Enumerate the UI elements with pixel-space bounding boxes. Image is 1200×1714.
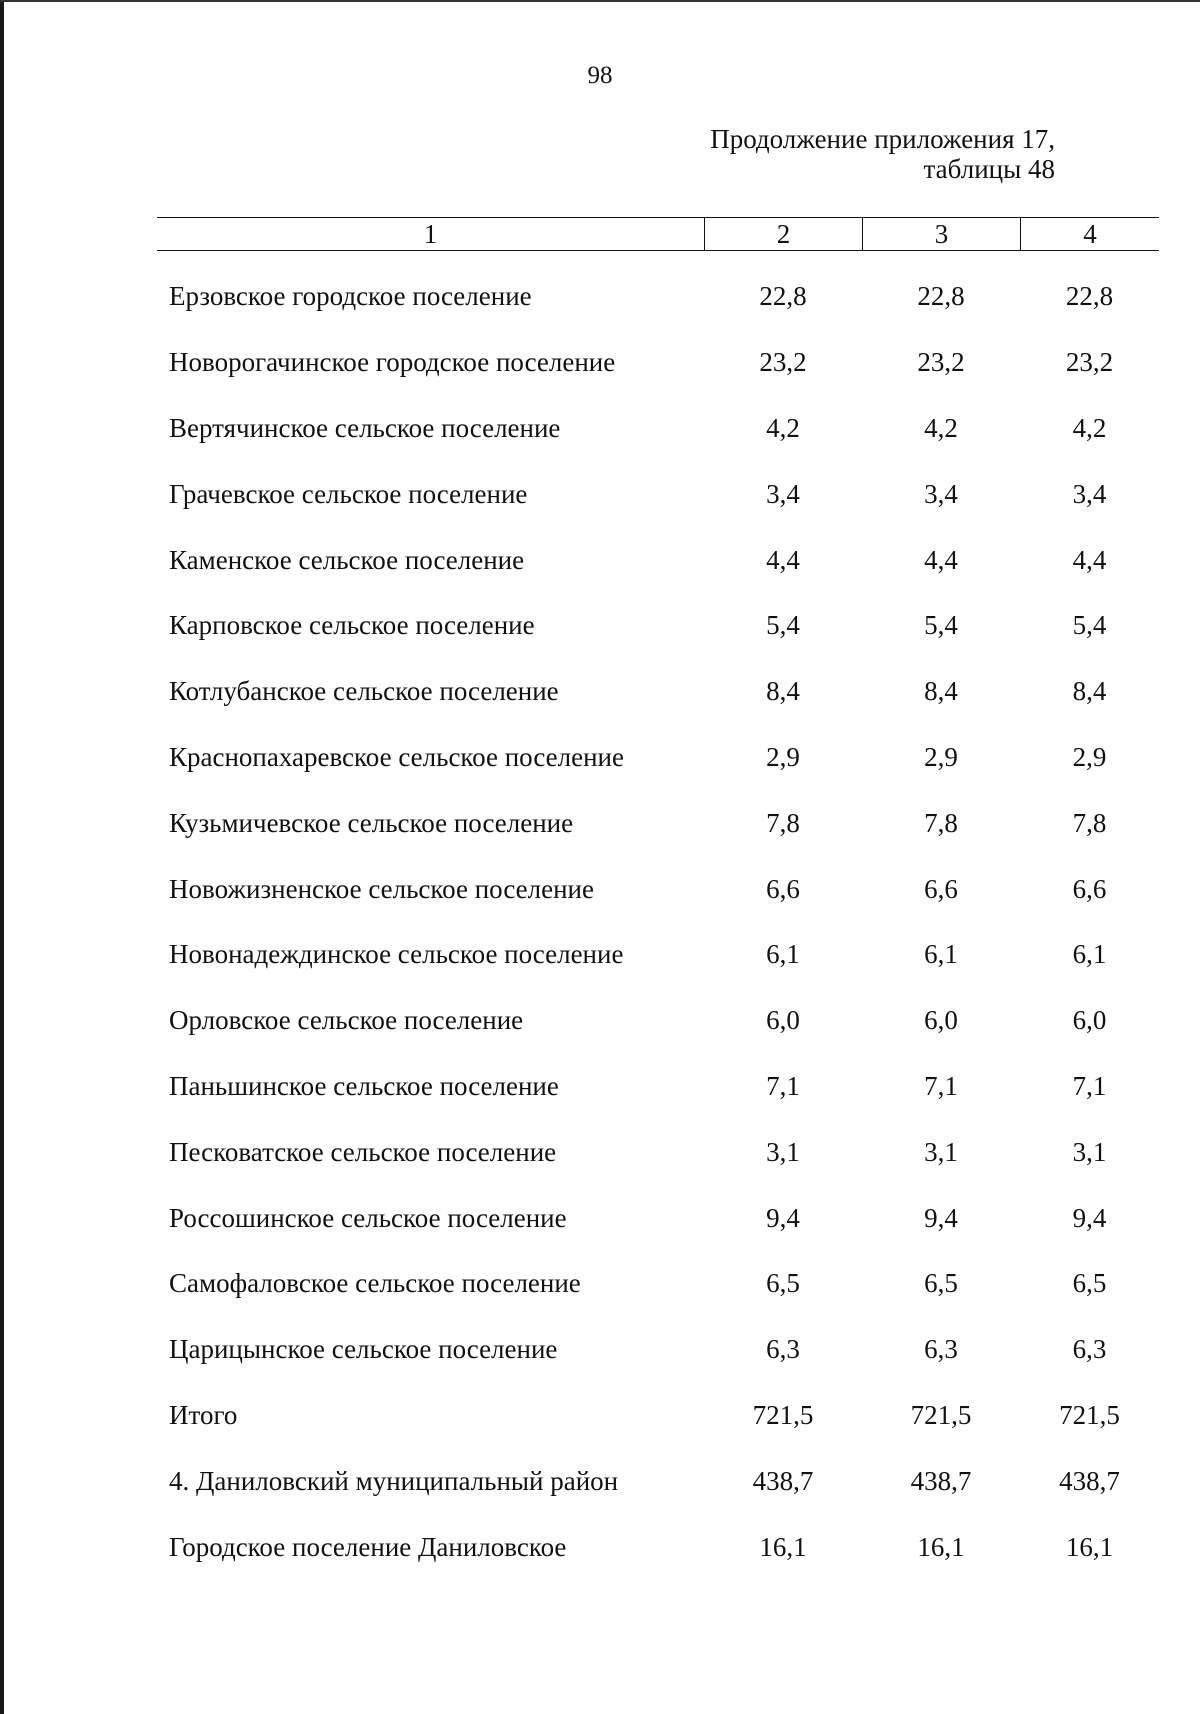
row-name: Новонадеждинское сельское поселение [169,939,624,970]
row-name: Городское поселение Даниловское [169,1531,567,1562]
row-value-col-4: 721,5 [1059,1399,1120,1430]
row-name: Вертячинское сельское поселение [169,412,561,443]
row-value-col-2: 438,7 [752,1465,814,1496]
row-value-col-2: 8,4 [766,676,800,707]
row-value-col-3: 5,4 [924,610,958,641]
row-value-col-2: 23,2 [759,347,807,378]
row-name: Новорогачинское городское поселение [169,347,616,378]
row-value-col-4: 4,2 [1072,412,1107,443]
row-value-col-3: 7,8 [924,807,958,838]
continuation-note [710,124,1055,184]
row-value-col-3: 4,4 [924,544,958,575]
row-value-col-3: 7,1 [924,1070,958,1101]
row-value-col-2: 6,0 [766,1005,800,1036]
row-value-col-3: 6,0 [924,1005,958,1036]
table-row [157,790,1159,856]
row-value-col-2: 6,3 [766,1334,800,1365]
row-value-col-2: 6,6 [766,873,800,904]
row-value-col-4: 6,5 [1072,1268,1107,1299]
row-value-col-2: 721,5 [752,1399,814,1430]
table-row [157,461,1159,527]
row-name: Итого [169,1399,238,1430]
table-row [157,1054,1159,1120]
row-value-col-3: 16,1 [917,1531,965,1562]
row-value-col-4: 5,4 [1072,610,1107,641]
row-value-col-4: 16,1 [1065,1531,1114,1562]
continuation-line-1: Продолжение приложения 17, [710,124,1055,154]
row-value-col-3: 6,6 [924,873,958,904]
row-value-col-2: 6,1 [766,939,800,970]
continuation-line-2: таблицы 48 [923,154,1055,184]
row-value-col-2: 7,1 [766,1070,800,1101]
table-header [157,217,1159,251]
table-row [157,1317,1159,1383]
row-value-col-2: 5,4 [766,610,800,641]
row-value-col-3: 23,2 [917,347,965,378]
row-value-col-4: 7,8 [1072,807,1107,838]
row-value-col-4: 3,1 [1072,1136,1107,1167]
row-name: Кузьмичевское сельское поселение [169,807,574,838]
row-value-col-4: 23,2 [1065,347,1114,378]
table-row [157,396,1159,462]
row-value-col-2: 3,4 [766,478,800,509]
row-value-col-2: 6,5 [766,1268,800,1299]
page-number: 98 [587,62,613,89]
row-value-col-3: 8,4 [924,676,958,707]
header-col-4: 4 [1020,218,1159,250]
header-col-1: 1 [423,219,438,249]
row-name: Самофаловское сельское поселение [169,1268,581,1299]
row-name: Новожизненское сельское поселение [169,873,594,904]
row-value-col-2: 3,1 [766,1136,800,1167]
row-value-col-3: 6,5 [924,1268,958,1299]
table-row [157,1119,1159,1185]
row-value-col-4: 3,4 [1072,478,1107,509]
row-name: Ерзовское городское поселение [169,281,532,312]
row-name: Паньшинское сельское поселение [169,1070,559,1101]
header-col-3: 3 [862,218,1020,250]
row-value-col-3: 2,9 [924,741,958,772]
row-value-col-3: 721,5 [910,1399,972,1430]
row-value-col-2: 4,2 [766,412,800,443]
row-value-col-3: 6,3 [924,1334,958,1365]
row-value-col-2: 4,4 [766,544,800,575]
row-name: Котлубанское сельское поселение [169,676,559,707]
row-value-col-3: 6,1 [924,939,958,970]
row-value-col-3: 3,1 [924,1136,958,1167]
row-name: Грачевское сельское поселение [169,478,528,509]
row-name: Россошинское сельское поселение [169,1202,567,1233]
row-value-col-4: 6,0 [1072,1005,1107,1036]
row-name: Царицынское сельское поселение [169,1334,558,1365]
table-row [157,1448,1159,1514]
row-value-col-3: 438,7 [910,1465,972,1496]
table-row [157,1383,1159,1449]
table-row [157,527,1159,593]
row-value-col-3: 4,2 [924,412,958,443]
table-row [157,725,1159,791]
table-row [157,659,1159,725]
row-value-col-4: 7,1 [1072,1070,1107,1101]
row-value-col-2: 22,8 [759,281,807,312]
row-value-col-2: 9,4 [766,1202,800,1233]
row-name: Орловское сельское поселение [169,1005,524,1036]
table-row [157,264,1159,330]
row-name: Краснопахаревское сельское поселение [169,741,624,772]
row-name: Карповское сельское поселение [169,610,535,641]
table-row [157,1251,1159,1317]
row-value-col-4: 22,8 [1065,281,1114,312]
row-name: Песковатское сельское поселение [169,1136,557,1167]
table-row [157,856,1159,922]
row-value-col-3: 9,4 [924,1202,958,1233]
row-value-col-4: 438,7 [1059,1465,1120,1496]
row-value-col-3: 22,8 [917,281,965,312]
row-value-col-4: 6,1 [1072,939,1107,970]
table-row [157,593,1159,659]
row-name: 4. Даниловский муниципальный район [169,1465,619,1496]
scan-edge-left [0,0,4,1714]
table-row [157,330,1159,396]
row-value-col-4: 8,4 [1072,676,1107,707]
row-value-col-4: 9,4 [1072,1202,1107,1233]
row-value-col-2: 7,8 [766,807,800,838]
table-row [157,988,1159,1054]
row-value-col-4: 6,6 [1072,873,1107,904]
header-col-2: 2 [704,218,862,250]
row-value-col-2: 16,1 [759,1531,807,1562]
row-value-col-2: 2,9 [766,741,800,772]
table-body [157,264,1159,1580]
row-value-col-3: 3,4 [924,478,958,509]
row-value-col-4: 2,9 [1072,741,1107,772]
table-row [157,1514,1159,1580]
row-value-col-4: 4,4 [1072,544,1107,575]
table-row [157,1185,1159,1251]
row-name: Каменское сельское поселение [169,544,525,575]
scan-edge-top [0,0,1200,2]
table-row [157,922,1159,988]
row-value-col-4: 6,3 [1072,1334,1107,1365]
